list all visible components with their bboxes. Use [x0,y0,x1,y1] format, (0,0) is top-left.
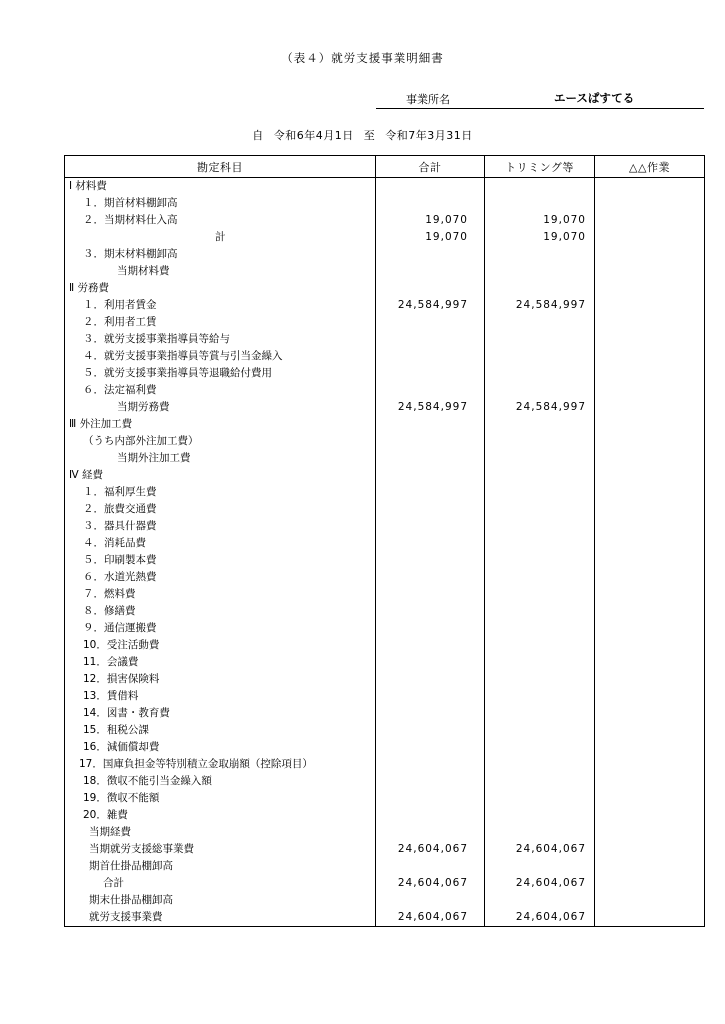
work-cell [595,314,705,331]
work-cell [595,637,705,654]
total-cell [376,569,485,586]
account-cell: 計 [65,229,376,246]
total-cell [376,382,485,399]
account-cell: 16．減価償却費 [65,739,376,756]
column-header-work: △△作業 [595,156,705,178]
account-cell: 11．会議費 [65,654,376,671]
table-row [65,892,705,909]
work-cell [595,739,705,756]
work-cell [595,807,705,824]
work-cell [595,246,705,263]
table-row [65,297,705,314]
work-cell [595,501,705,518]
trimming-cell [485,263,595,280]
table-row [65,484,705,501]
work-cell [595,263,705,280]
work-cell [595,671,705,688]
table-row [65,518,705,535]
trimming-cell [485,773,595,790]
account-cell: ６．法定福利費 [65,382,376,399]
work-cell [595,841,705,858]
account-cell: ５．印刷製本費 [65,552,376,569]
total-cell [376,314,485,331]
trimming-cell [485,178,595,196]
table-row [65,552,705,569]
table-row [65,773,705,790]
total-cell [376,331,485,348]
account-cell: Ⅲ 外注加工費 [65,416,376,433]
table-row [65,467,705,484]
total-cell [376,195,485,212]
table-row [65,535,705,552]
table-row [65,654,705,671]
total-cell [376,178,485,196]
total-cell [376,450,485,467]
account-cell: 当期経費 [65,824,376,841]
table-row [65,790,705,807]
table-row [65,620,705,637]
total-cell [376,416,485,433]
work-cell [595,382,705,399]
table-row [65,671,705,688]
work-cell [595,654,705,671]
table-row [65,382,705,399]
table-row [65,739,705,756]
office-label: 事業所名 [406,93,450,106]
work-cell [595,858,705,875]
trimming-cell [485,790,595,807]
table-row [65,909,705,927]
trimming-cell [485,348,595,365]
work-cell [595,195,705,212]
trimming-cell [485,314,595,331]
table-row [65,280,705,297]
work-cell [595,450,705,467]
account-cell: ７．燃料費 [65,586,376,603]
total-cell [376,467,485,484]
trimming-cell: 24,584,997 [485,399,595,416]
trimming-cell [485,569,595,586]
trimming-cell: 24,604,067 [485,841,595,858]
work-cell [595,688,705,705]
total-cell [376,637,485,654]
trimming-cell [485,603,595,620]
account-cell: １．期首材料棚卸高 [65,195,376,212]
account-cell: ２．利用者工賃 [65,314,376,331]
business-detail-table [64,155,705,927]
table-row [65,365,705,382]
account-cell: ２．当期材料仕入高 [65,212,376,229]
table-row [65,705,705,722]
work-cell [595,569,705,586]
total-cell [376,756,485,773]
work-cell [595,467,705,484]
account-cell: ３．就労支援事業指導員等給与 [65,331,376,348]
total-cell [376,858,485,875]
work-cell [595,399,705,416]
table-row [65,212,705,229]
account-cell: 当期労務費 [65,399,376,416]
account-cell: 13．賃借料 [65,688,376,705]
account-cell: １．利用者賃金 [65,297,376,314]
work-cell [595,535,705,552]
account-cell: 14．図書・教育費 [65,705,376,722]
work-cell [595,603,705,620]
trimming-cell [485,433,595,450]
account-cell: 12．損害保険料 [65,671,376,688]
total-cell [376,790,485,807]
trimming-cell [485,858,595,875]
trimming-cell [485,552,595,569]
account-cell: 当期材料費 [65,263,376,280]
trimming-cell: 24,604,067 [485,875,595,892]
account-cell: 15．租税公課 [65,722,376,739]
account-cell: 当期外注加工費 [65,450,376,467]
total-cell [376,807,485,824]
work-cell [595,722,705,739]
total-cell [376,824,485,841]
table-row [65,688,705,705]
trimming-cell [485,195,595,212]
work-cell [595,365,705,382]
total-cell [376,246,485,263]
account-cell: ８．修繕費 [65,603,376,620]
table-row [65,569,705,586]
table-row [65,178,705,196]
work-cell [595,756,705,773]
total-cell [376,518,485,535]
table-row [65,501,705,518]
work-cell [595,552,705,569]
table-row [65,399,705,416]
work-cell [595,705,705,722]
total-cell: 24,604,067 [376,875,485,892]
table-row [65,263,705,280]
document-title: （表４）就労支援事業明細書 [281,51,444,65]
table-row [65,331,705,348]
account-cell: ４．消耗品費 [65,535,376,552]
table-body [65,178,705,927]
trimming-cell [485,331,595,348]
work-cell [595,280,705,297]
total-cell [376,739,485,756]
total-cell: 24,584,997 [376,297,485,314]
total-cell [376,620,485,637]
table-row [65,586,705,603]
period-to: 令和7年3月31日 [385,129,473,142]
total-cell [376,348,485,365]
total-cell: 24,584,997 [376,399,485,416]
trimming-cell [485,620,595,637]
trimming-cell: 24,584,997 [485,297,595,314]
total-cell [376,654,485,671]
work-cell [595,229,705,246]
total-cell: 24,604,067 [376,909,485,927]
trimming-cell [485,722,595,739]
total-cell [376,552,485,569]
work-cell [595,212,705,229]
account-cell: ５．就労支援事業指導員等退職給付費用 [65,365,376,382]
table-row [65,348,705,365]
trimming-cell [485,586,595,603]
table-row [65,807,705,824]
table-row [65,875,705,892]
account-cell: ２．旅費交通費 [65,501,376,518]
total-cell [376,280,485,297]
account-cell: ６．水道光熱費 [65,569,376,586]
table-row [65,195,705,212]
account-cell: ３．期末材料棚卸高 [65,246,376,263]
total-cell [376,535,485,552]
total-cell: 19,070 [376,229,485,246]
trimming-cell [485,892,595,909]
total-cell [376,365,485,382]
work-cell [595,875,705,892]
account-cell: 20．雑費 [65,807,376,824]
work-cell [595,433,705,450]
table-row [65,824,705,841]
table-row [65,603,705,620]
account-cell: ９．通信運搬費 [65,620,376,637]
total-cell [376,433,485,450]
table-row [65,314,705,331]
account-cell: 17．国庫負担金等特別積立金取崩額（控除項目） [65,756,376,773]
trimming-cell: 24,604,067 [485,909,595,927]
column-header-total: 合計 [376,156,485,178]
trimming-cell [485,382,595,399]
account-cell: 当期就労支援総事業費 [65,841,376,858]
trimming-cell [485,824,595,841]
account-cell: 就労支援事業費 [65,909,376,927]
table-row [65,637,705,654]
column-header-trimming: トリミング等 [485,156,595,178]
total-cell [376,705,485,722]
fiscal-period [0,127,725,143]
period-to-label: 至 [363,129,376,142]
account-cell: １．福利厚生費 [65,484,376,501]
trimming-cell [485,705,595,722]
account-cell: 18．徴収不能引当金繰入額 [65,773,376,790]
table-header-row [65,156,705,178]
account-cell: 期首仕掛品棚卸高 [65,858,376,875]
trimming-cell [485,688,595,705]
table-row [65,433,705,450]
account-cell: 合計 [65,875,376,892]
trimming-cell [485,518,595,535]
table-row [65,841,705,858]
work-cell [595,348,705,365]
account-cell: 19．徴収不能額 [65,790,376,807]
work-cell [595,824,705,841]
trimming-cell [485,756,595,773]
trimming-cell [485,501,595,518]
account-cell: 10．受注活動費 [65,637,376,654]
total-cell [376,263,485,280]
account-cell: Ⅰ 材料費 [65,178,376,196]
table-row [65,229,705,246]
account-cell: 期末仕掛品棚卸高 [65,892,376,909]
office-name: エースぱすてる [554,91,635,105]
account-cell: ３．器具什器費 [65,518,376,535]
account-cell: ４．就労支援事業指導員等賞与引当金繰入 [65,348,376,365]
work-cell [595,620,705,637]
trimming-cell: 19,070 [485,212,595,229]
account-cell: Ⅱ 労務費 [65,280,376,297]
work-cell [595,518,705,535]
work-cell [595,892,705,909]
total-cell: 19,070 [376,212,485,229]
trimming-cell [485,807,595,824]
trimming-cell [485,739,595,756]
period-from-label: 自 [252,129,264,142]
trimming-cell [485,654,595,671]
trimming-cell: 19,070 [485,229,595,246]
trimming-cell [485,467,595,484]
table-row [65,756,705,773]
work-cell [595,586,705,603]
office-field [376,88,704,109]
table-row [65,246,705,263]
work-cell [595,297,705,314]
table-row [65,858,705,875]
total-cell [376,671,485,688]
period-from: 令和6年4月1日 [273,129,354,142]
trimming-cell [485,450,595,467]
work-cell [595,790,705,807]
work-cell [595,484,705,501]
work-cell [595,773,705,790]
table-row [65,416,705,433]
table-row [65,450,705,467]
trimming-cell [485,280,595,297]
trimming-cell [485,535,595,552]
total-cell [376,688,485,705]
trimming-cell [485,484,595,501]
total-cell [376,501,485,518]
total-cell [376,586,485,603]
trimming-cell [485,246,595,263]
total-cell: 24,604,067 [376,841,485,858]
total-cell [376,773,485,790]
total-cell [376,603,485,620]
total-cell [376,484,485,501]
work-cell [595,416,705,433]
trimming-cell [485,365,595,382]
total-cell [376,892,485,909]
column-header-account: 勘定科目 [65,156,376,178]
trimming-cell [485,637,595,654]
account-cell: Ⅳ 経費 [65,467,376,484]
work-cell [595,909,705,927]
trimming-cell [485,671,595,688]
table-row [65,722,705,739]
work-cell [595,331,705,348]
total-cell [376,722,485,739]
trimming-cell [485,416,595,433]
account-cell: （うち内部外注加工費） [65,433,376,450]
work-cell [595,178,705,196]
